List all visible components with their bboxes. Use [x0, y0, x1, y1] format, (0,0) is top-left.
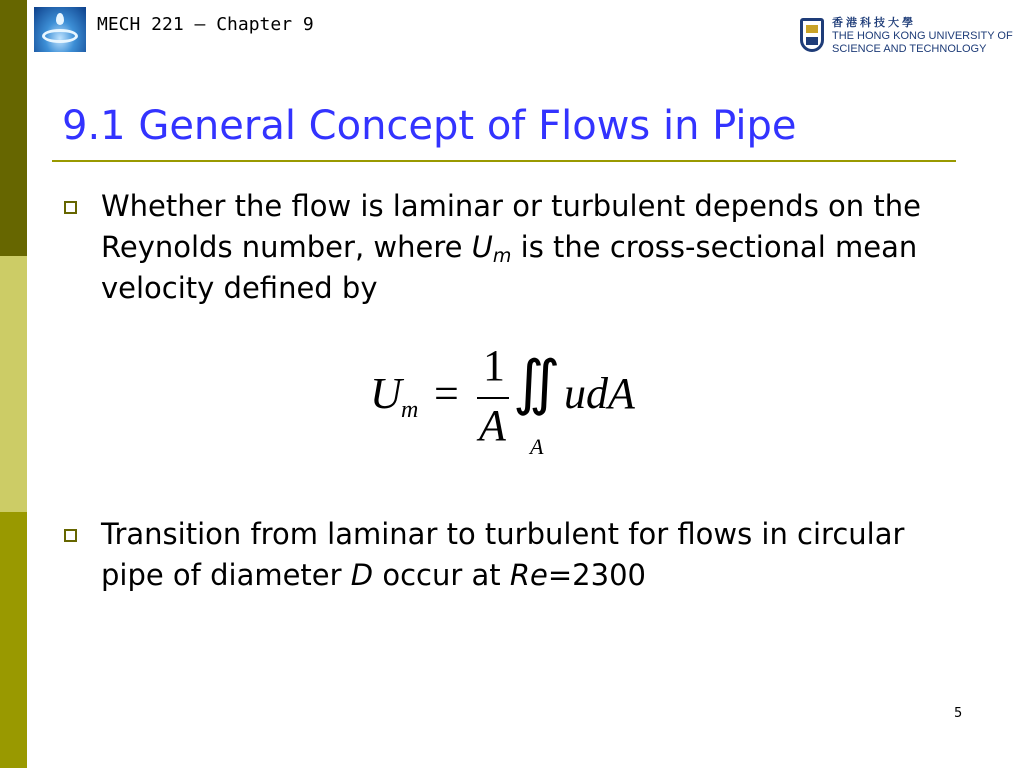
university-logo [800, 14, 1013, 60]
water-ring-icon [42, 29, 78, 43]
equation-denominator: A [479, 401, 506, 450]
equation-lhs: U [370, 369, 402, 418]
page-number: 5 [954, 706, 963, 721]
equation-fraction-bar [477, 397, 509, 399]
mean-velocity-equation [370, 340, 650, 460]
title-underline [52, 160, 956, 162]
equation-equals: = [434, 369, 459, 418]
equation-integrand: udA [564, 369, 635, 418]
university-name-line1: THE HONG KONG UNIVERSITY OF [832, 30, 1013, 42]
sidebar-decoration [0, 0, 27, 768]
sidebar-band-bottom [0, 512, 27, 768]
university-name-line2: SCIENCE AND TECHNOLOGY [832, 43, 987, 55]
slide-title: 9.1 General Concept of Flows in Pipe [62, 103, 797, 149]
equation-integral-limit: A [530, 434, 544, 459]
sidebar-band-top [0, 0, 27, 256]
bullet-marker-icon [64, 201, 77, 214]
sidebar-band-middle [0, 256, 27, 512]
equation-numerator: 1 [483, 341, 505, 390]
course-logo [34, 7, 86, 52]
university-name-chinese: 香港科技大學 [832, 16, 916, 29]
equation-lhs-subscript: m [401, 397, 419, 423]
bullet-2: Transition from laminar to turbulent for flows in circular pipe of diameter D occur at Re=2300 [101, 517, 905, 592]
double-integral-icon: ∬ [513, 350, 561, 416]
university-crest-icon [800, 18, 824, 52]
course-title: MECH 221 – Chapter 9 [97, 14, 314, 35]
bullet-marker-icon [64, 529, 77, 542]
bullet-1: Whether the flow is laminar or turbulent depends on the Reynolds number, where $U_m$ is the cross-sectional mean velocity defined by [101, 189, 921, 305]
water-drop-icon [56, 13, 64, 25]
